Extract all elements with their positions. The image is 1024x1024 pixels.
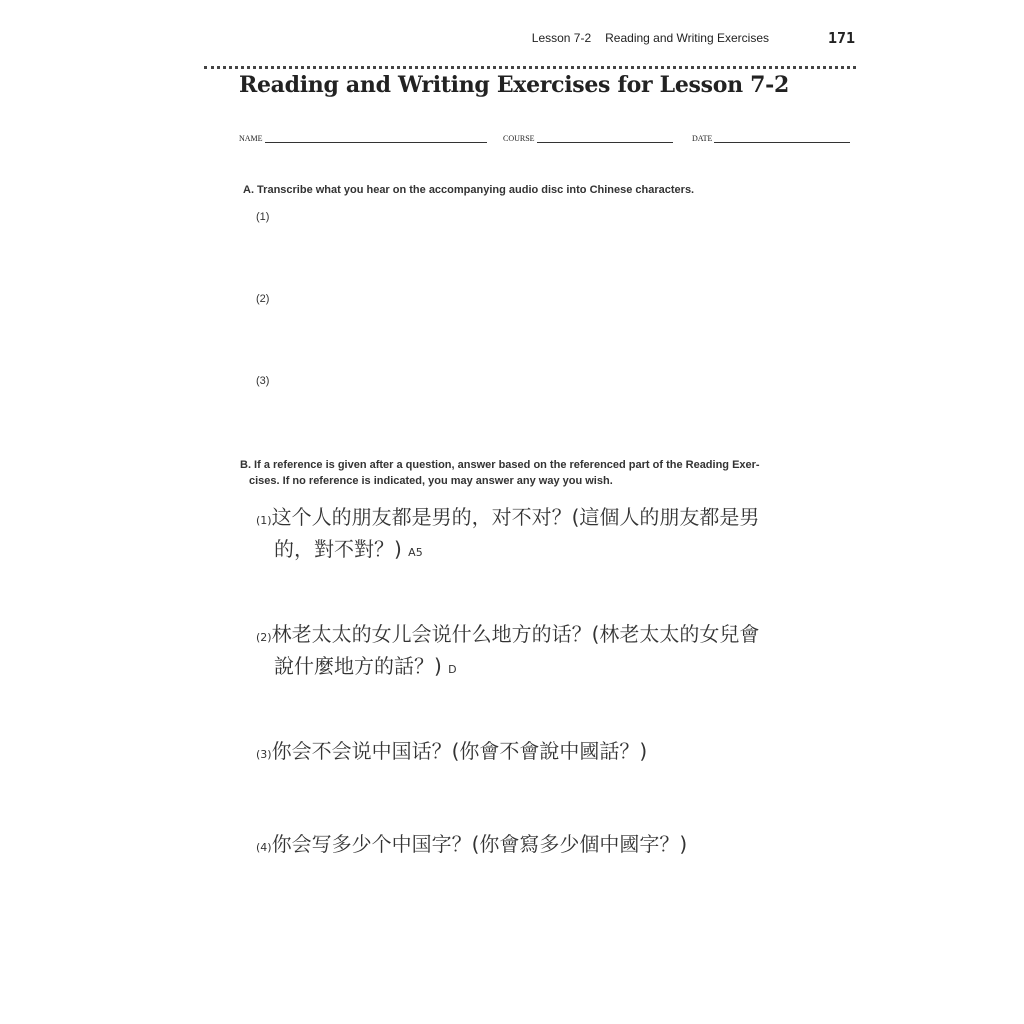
date-line[interactable] xyxy=(714,133,850,143)
item-number: (1) xyxy=(256,211,270,223)
question-3 xyxy=(256,737,862,769)
dotted-divider xyxy=(204,66,856,69)
instruction-line: cises. If no reference is indicated, you may answer any way you wish. xyxy=(249,475,613,487)
reference: A5 xyxy=(408,546,423,559)
page-number: 171 xyxy=(828,29,856,47)
question-continuation xyxy=(256,535,862,567)
question-text: 你会不会说中国话？(你會不會說中國話？) xyxy=(271,739,648,763)
reference: D xyxy=(448,663,457,676)
header-lesson: Lesson 7-2 xyxy=(531,31,592,45)
question-number: (4) xyxy=(256,841,272,854)
course-field[interactable] xyxy=(503,133,673,143)
item-number: (2) xyxy=(256,293,270,305)
date-label: DATE xyxy=(692,134,713,143)
date-field[interactable] xyxy=(692,133,850,143)
question-1 xyxy=(256,503,862,567)
question-text: 的，對不對？) xyxy=(274,537,402,561)
question-continuation xyxy=(256,652,862,684)
question-2 xyxy=(256,620,862,684)
instruction-line: B. If a reference is given after a question, answer based on the referenced part of the Reading Exer- xyxy=(240,459,760,471)
name-label: NAME xyxy=(239,134,263,143)
course-label: COURSE xyxy=(503,134,535,143)
question-text: 林老太太的女儿会说什么地方的话？(林老太太的女兒會 xyxy=(271,622,760,646)
section-a-instruction: A. Transcribe what you hear on the accompanying audio disc into Chinese characters. xyxy=(243,184,695,196)
name-line[interactable] xyxy=(265,133,487,143)
header-section: Reading and Writing Exercises xyxy=(605,31,769,45)
running-header xyxy=(532,31,769,45)
question-4 xyxy=(256,830,862,862)
question-number: (2) xyxy=(256,631,272,644)
question-text: 这个人的朋友都是男的，对不对？(這個人的朋友都是男 xyxy=(271,505,760,529)
course-line[interactable] xyxy=(537,133,673,143)
question-number: (3) xyxy=(256,748,272,761)
question-number: (1) xyxy=(256,514,272,527)
question-text: 說什麼地方的話？) xyxy=(274,654,442,678)
page-title: Reading and Writing Exercises for Lesson 7-2 xyxy=(239,72,789,98)
section-b-instruction xyxy=(240,457,760,489)
name-field[interactable] xyxy=(239,133,487,143)
question-text: 你会写多少个中国字？(你會寫多少個中國字？) xyxy=(271,832,688,856)
item-number: (3) xyxy=(256,375,270,387)
